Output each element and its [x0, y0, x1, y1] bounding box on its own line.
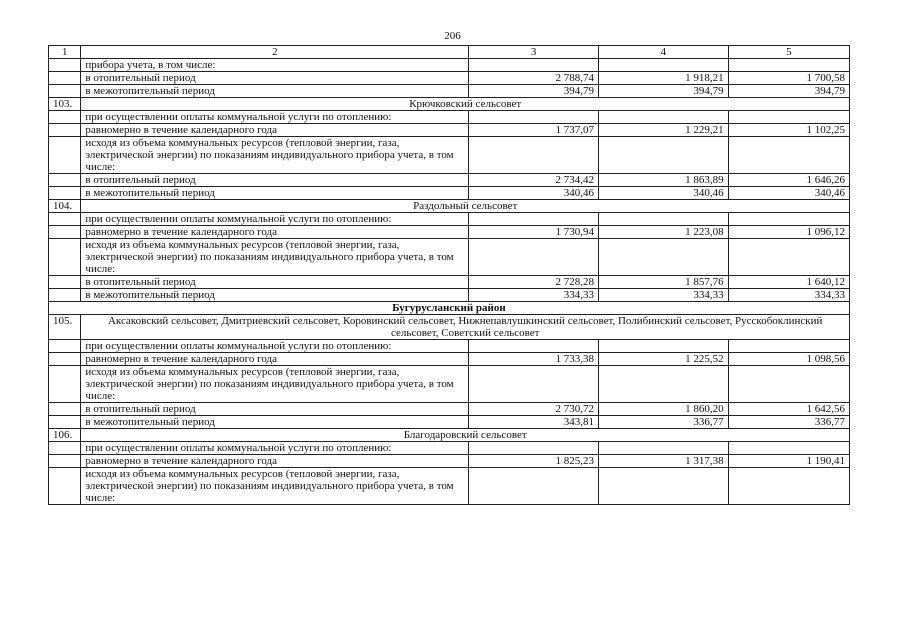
row-label-cell: в отопительный период [81, 72, 469, 85]
value-col4-cell: 340,46 [599, 187, 729, 200]
value-col5-cell: 334,33 [728, 289, 849, 302]
row-number-cell [49, 468, 81, 505]
row-label-cell: в межотопительный период [81, 289, 469, 302]
table-row [49, 187, 850, 200]
value-col3-cell: 340,46 [469, 187, 599, 200]
value-col4-cell: 394,79 [599, 85, 729, 98]
row-number-cell [49, 137, 81, 174]
value-col3-cell: 1 825,23 [469, 455, 599, 468]
value-col4-cell: 1 863,89 [599, 174, 729, 187]
value-col4-cell [599, 340, 729, 353]
value-col3-cell [469, 137, 599, 174]
value-col4-cell: 1 223,08 [599, 226, 729, 239]
section-number-cell: 104. [49, 200, 81, 213]
row-label-cell: при осуществлении оплаты коммунальной услуги по отоплению: [81, 340, 469, 353]
table-row [49, 85, 850, 98]
table-row [49, 124, 850, 137]
page-number: 206 [444, 30, 461, 42]
value-col3-cell: 1 733,38 [469, 353, 599, 366]
header-row [49, 46, 850, 59]
row-label-cell: в отопительный период [81, 276, 469, 289]
table-row [49, 468, 850, 505]
table-row [49, 442, 850, 455]
value-col4-cell: 1 857,76 [599, 276, 729, 289]
header-cell: 2 [81, 46, 469, 59]
row-number-cell [49, 213, 81, 226]
value-col5-cell: 1 190,41 [728, 455, 849, 468]
row-number-cell [49, 187, 81, 200]
value-col5-cell: 1 098,56 [728, 353, 849, 366]
value-col4-cell: 1 225,52 [599, 353, 729, 366]
value-col5-cell [728, 137, 849, 174]
value-col5-cell [728, 59, 849, 72]
row-number-cell [49, 403, 81, 416]
value-col5-cell: 1 642,56 [728, 403, 849, 416]
row-number-cell [49, 111, 81, 124]
tariff-table [48, 45, 850, 505]
row-label-cell: в межотопительный период [81, 416, 469, 429]
value-col4-cell [599, 442, 729, 455]
value-col3-cell [469, 59, 599, 72]
table-row [49, 353, 850, 366]
value-col5-cell [728, 340, 849, 353]
value-col3-cell: 2 734,42 [469, 174, 599, 187]
value-col5-cell: 1 096,12 [728, 226, 849, 239]
table-row [49, 239, 850, 276]
table-body [49, 46, 850, 505]
row-label-cell: прибора учета, в том числе: [81, 59, 469, 72]
value-col3-cell: 2 728,28 [469, 276, 599, 289]
table-row [49, 416, 850, 429]
header-cell: 5 [728, 46, 849, 59]
table-row [49, 226, 850, 239]
value-col5-cell [728, 366, 849, 403]
value-col5-cell: 1 700,58 [728, 72, 849, 85]
row-number-cell [49, 455, 81, 468]
value-col3-cell: 394,79 [469, 85, 599, 98]
value-col3-cell: 334,33 [469, 289, 599, 302]
value-col3-cell: 1 730,94 [469, 226, 599, 239]
row-label-cell: в отопительный период [81, 403, 469, 416]
row-number-cell [49, 289, 81, 302]
value-col3-cell [469, 468, 599, 505]
value-col5-cell [728, 213, 849, 226]
row-number-cell [49, 174, 81, 187]
row-number-cell [49, 239, 81, 276]
row-number-cell [49, 353, 81, 366]
value-col4-cell: 1 317,38 [599, 455, 729, 468]
value-col3-cell [469, 111, 599, 124]
row-label-cell: в отопительный период [81, 174, 469, 187]
section-number-cell: 103. [49, 98, 81, 111]
table-row [49, 72, 850, 85]
value-col3-cell [469, 213, 599, 226]
table-row [49, 403, 850, 416]
value-col5-cell [728, 468, 849, 505]
value-col5-cell: 1 646,26 [728, 174, 849, 187]
header-cell: 4 [599, 46, 729, 59]
section-number-cell: 106. [49, 429, 81, 442]
table-row [49, 174, 850, 187]
value-col5-cell: 394,79 [728, 85, 849, 98]
row-label-cell: исходя из объема коммунальных ресурсов (тепловой энергии, газа, электрической энергии) по показаниям индивидуального прибора учета, в том числе: [81, 137, 469, 174]
value-col5-cell: 1 640,12 [728, 276, 849, 289]
row-number-cell [49, 416, 81, 429]
table-row [49, 276, 850, 289]
value-col5-cell: 340,46 [728, 187, 849, 200]
row-number-cell [49, 72, 81, 85]
header-cell: 3 [469, 46, 599, 59]
row-label-cell: исходя из объема коммунальных ресурсов (тепловой энергии, газа, электрической энергии) по показаниям индивидуального прибора учета, в том числе: [81, 239, 469, 276]
value-col4-cell [599, 366, 729, 403]
table-row [49, 213, 850, 226]
value-col3-cell [469, 340, 599, 353]
value-col3-cell [469, 239, 599, 276]
row-label-cell: равномерно в течение календарного года [81, 226, 469, 239]
header-cell: 1 [49, 46, 81, 59]
section-row [49, 429, 850, 442]
table-row [49, 59, 850, 72]
value-col3-cell: 1 737,07 [469, 124, 599, 137]
section-title-cell: Раздольный сельсовет [81, 200, 850, 213]
value-col5-cell: 1 102,25 [728, 124, 849, 137]
value-col3-cell: 343,81 [469, 416, 599, 429]
row-label-cell: при осуществлении оплаты коммунальной услуги по отоплению: [81, 111, 469, 124]
value-col4-cell: 336,77 [599, 416, 729, 429]
row-label-cell: равномерно в течение календарного года [81, 455, 469, 468]
row-number-cell [49, 340, 81, 353]
row-number-cell [49, 442, 81, 455]
value-col4-cell: 1 918,21 [599, 72, 729, 85]
row-label-cell: равномерно в течение календарного года [81, 353, 469, 366]
value-col3-cell [469, 366, 599, 403]
value-col4-cell: 1 860,20 [599, 403, 729, 416]
value-col4-cell [599, 213, 729, 226]
value-col5-cell: 336,77 [728, 416, 849, 429]
table-row [49, 111, 850, 124]
section-row [49, 98, 850, 111]
district-title-cell: Бугурусланский район [49, 302, 850, 315]
row-number-cell [49, 276, 81, 289]
value-col4-cell [599, 111, 729, 124]
section-row [49, 200, 850, 213]
row-label-cell: исходя из объема коммунальных ресурсов (тепловой энергии, газа, электрической энергии) по показаниям индивидуального прибора учета, в том числе: [81, 468, 469, 505]
row-label-cell: в межотопительный период [81, 85, 469, 98]
value-col5-cell [728, 442, 849, 455]
value-col4-cell [599, 137, 729, 174]
value-col4-cell [599, 59, 729, 72]
section-title-cell: Крючковский сельсовет [81, 98, 850, 111]
table-row [49, 366, 850, 403]
value-col4-cell: 1 229,21 [599, 124, 729, 137]
row-label-cell: при осуществлении оплаты коммунальной услуги по отоплению: [81, 442, 469, 455]
row-number-cell [49, 85, 81, 98]
row-number-cell [49, 366, 81, 403]
row-number-cell [49, 226, 81, 239]
value-col3-cell [469, 442, 599, 455]
table-row [49, 340, 850, 353]
section-title-cell: Благодаровский сельсовет [81, 429, 850, 442]
section-row [49, 315, 850, 340]
value-col4-cell: 334,33 [599, 289, 729, 302]
value-col3-cell: 2 730,72 [469, 403, 599, 416]
section-number-cell: 105. [49, 315, 81, 340]
value-col4-cell [599, 468, 729, 505]
value-col5-cell [728, 111, 849, 124]
district-row [49, 302, 850, 315]
row-label-cell: исходя из объема коммунальных ресурсов (тепловой энергии, газа, электрической энергии) по показаниям индивидуального прибора учета, в том числе: [81, 366, 469, 403]
row-label-cell: в межотопительный период [81, 187, 469, 200]
value-col3-cell: 2 788,74 [469, 72, 599, 85]
table-row [49, 137, 850, 174]
section-title-cell: Аксаковский сельсовет, Дмитриевский сельсовет, Коровинский сельсовет, Нижнепавлушкинский сельсовет, Полибинский сельсовет, Русскобоклинский сельсовет, Советский сельсовет [81, 315, 850, 340]
row-number-cell [49, 59, 81, 72]
row-number-cell [49, 124, 81, 137]
row-label-cell: равномерно в течение календарного года [81, 124, 469, 137]
value-col4-cell [599, 239, 729, 276]
table-row [49, 289, 850, 302]
value-col5-cell [728, 239, 849, 276]
row-label-cell: при осуществлении оплаты коммунальной услуги по отоплению: [81, 213, 469, 226]
table-row [49, 455, 850, 468]
